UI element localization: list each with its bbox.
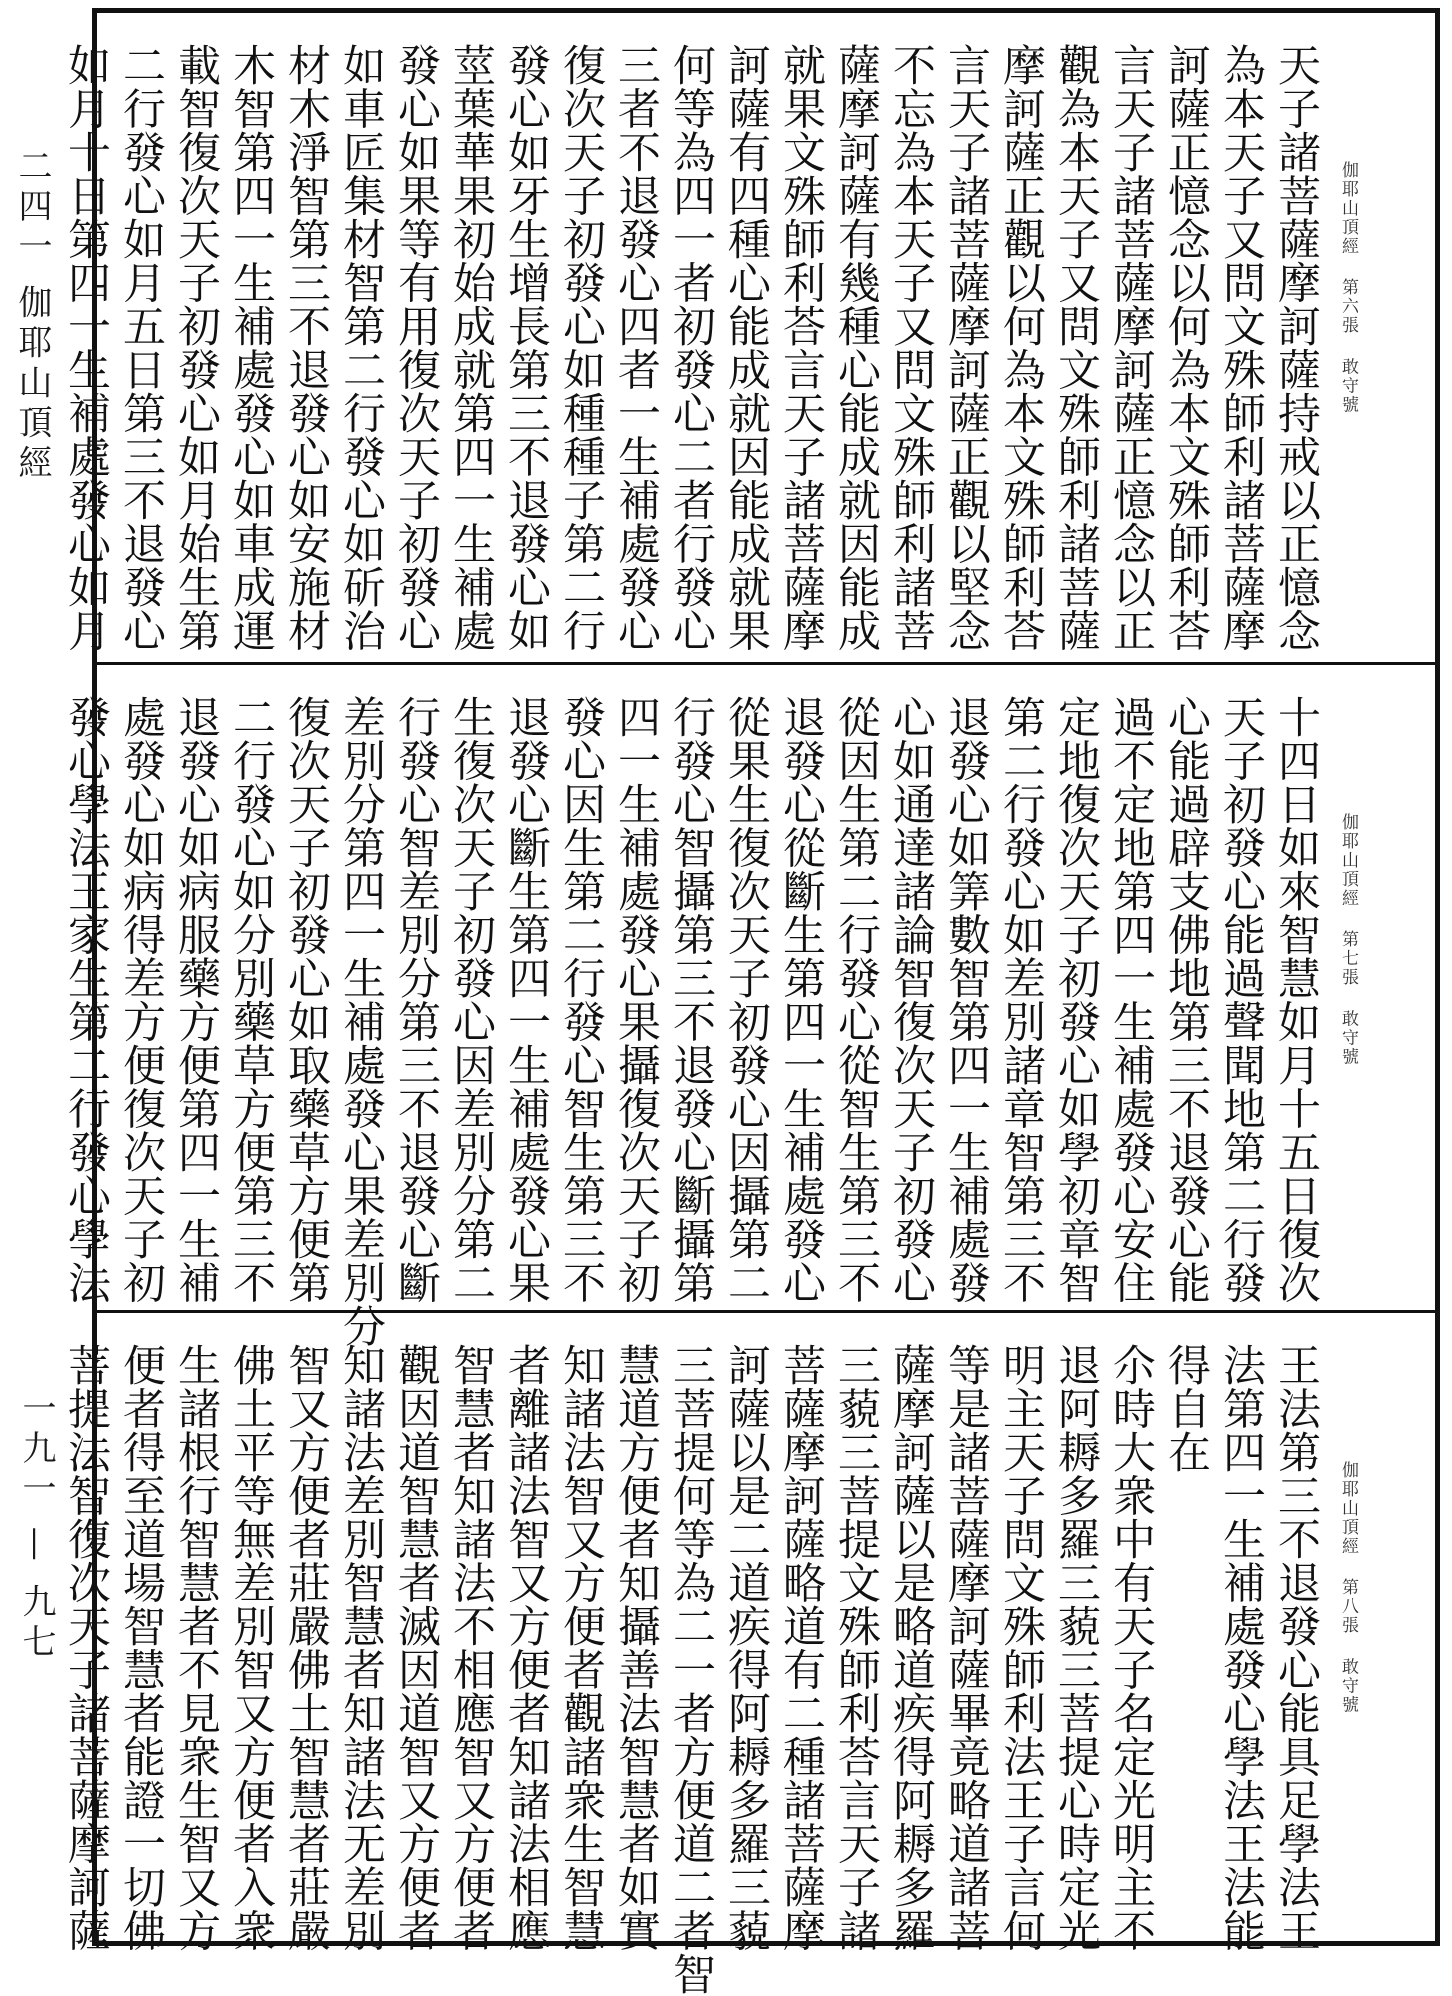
text-column: 三者不退發心四者一生補處發心 (611, 43, 661, 652)
text-column: 過不定地第四一生補處發心安住 (1106, 695, 1156, 1304)
text-column: 莖葉華果初始成就第四一生補處 (446, 43, 496, 652)
text-column: 行發心智攝第三不退發心斷攝第 (666, 695, 716, 1304)
text-column: 四一生補處發心果攝復次天子初 (611, 695, 661, 1304)
text-column: 菩提法智復次天子諸菩薩摩訶薩 (61, 1343, 111, 1952)
text-column: 知諸法智又方便者觀諸衆生智慧 (556, 1343, 606, 1952)
text-column: 發心如果等有用復次天子初發心 (391, 43, 441, 652)
text-column: 為本天子又問文殊師利諸菩薩摩 (1216, 43, 1266, 652)
text-column: 發心如牙生增長第三不退發心如 (501, 43, 551, 652)
text-column: 菩薩摩訶薩略道有二種諸菩薩摩 (776, 1343, 826, 1952)
block-marginal-note: 伽耶山頂經 第七張 敢守號 (1338, 813, 1358, 1067)
text-column: 何等為四一者初發心二者行發心 (666, 43, 716, 652)
text-column: 行發心智差別分第三不退發心斷 (391, 695, 441, 1304)
text-column: 從果生復次天子初發心因攝第二 (721, 695, 771, 1304)
text-column: 復次天子初發心如種種子第二行 (556, 43, 606, 652)
text-panel-2 (61, 665, 1435, 1348)
text-column: 從因生第二行發心從智生第三不 (831, 695, 881, 1304)
text-column: 十四日如來智慧如月十五日復次 (1271, 695, 1321, 1304)
text-column: 摩訶薩正觀以何為本文殊師利荅 (996, 43, 1046, 652)
text-column: 生復次天子初發心因差別分第二 (446, 695, 496, 1304)
block-marginal-note: 伽耶山頂經 第八張 敢守號 (1338, 1461, 1358, 1715)
text-column: 退發心如病服藥方便第四一生補 (171, 695, 221, 1304)
text-column: 言天子諸菩薩摩訶薩正觀以堅念 (941, 43, 991, 652)
text-column: 佛土平等無差別智又方便者入衆 (226, 1343, 276, 1952)
text-column: 便者得至道場智慧者能證一切佛 (116, 1343, 166, 1952)
sutra-text-block (58, 43, 1323, 652)
text-column: 天子初發心能過聲聞地第二行發 (1216, 695, 1266, 1304)
text-column: 載智復次天子初發心如月始生第 (171, 43, 221, 652)
text-column: 就果文殊師利荅言天子諸菩薩摩 (776, 43, 826, 652)
text-column: 發心學法王家生第二行發心學法 (61, 695, 111, 1304)
text-column: 知諸法差別智慧者知諸法无差別 (336, 1343, 386, 1952)
text-panel-1 (61, 13, 1435, 665)
text-panel-3 (61, 1313, 1435, 1996)
text-column: 尒時大衆中有天子名定光明主不 (1106, 1343, 1156, 1952)
text-column: 者離諸法智又方便者知諸法相應 (501, 1343, 551, 1952)
text-column: 薩摩訶薩以是略道疾得阿耨多羅 (886, 1343, 936, 1952)
text-column: 言天子諸菩薩摩訶薩正憶念以正 (1106, 43, 1156, 652)
text-column: 得自在 (1161, 1343, 1211, 1474)
text-column: 心能過辟支佛地第三不退發心能 (1161, 695, 1211, 1304)
text-column: 不忘為本天子又問文殊師利諸菩 (886, 43, 936, 652)
text-column: 訶薩以是二道疾得阿耨多羅三藐 (721, 1343, 771, 1952)
text-column: 發心因生第二行發心智生第三不 (556, 695, 606, 1304)
text-column: 如車匠集材智第二行發心如斫治 (336, 43, 386, 652)
text-column: 王法第三不退發心能具足學法王 (1271, 1343, 1321, 1952)
text-column: 慧道方便者知攝善法智慧者如實 (611, 1343, 661, 1952)
text-column: 二行發心如分別藥草方便第三不 (226, 695, 276, 1304)
text-column: 法第四一生補處發心學法王法能 (1216, 1343, 1266, 1952)
sutra-text-block (58, 695, 1323, 1348)
text-column: 訶薩有四種心能成就因能成就果 (721, 43, 771, 652)
text-column: 智又方便者莊嚴佛土智慧者莊嚴 (281, 1343, 331, 1952)
text-column: 二行發心如月五日第三不退發心 (116, 43, 166, 652)
page-frame (61, 8, 1440, 1996)
text-column: 退發心從斷生第四一生補處發心 (776, 695, 826, 1304)
text-column: 木智第四一生補處發心如車成運 (226, 43, 276, 652)
block-marginal-note: 伽耶山頂經 第六張 敢守號 (1338, 161, 1358, 415)
text-column: 觀為本天子又問文殊師利諸菩薩 (1051, 43, 1101, 652)
text-column: 材木淨智第三不退發心如安施材 (281, 43, 331, 652)
text-column: 退阿耨多羅三藐三菩提心時定光 (1051, 1343, 1101, 1952)
text-column: 復次天子初發心如取藥草方便第 (281, 695, 331, 1304)
text-column: 三菩提何等為二一者方便道二者智 (666, 1343, 716, 1996)
text-column: 等是諸菩薩摩訶薩畢竟略道諸菩 (941, 1343, 991, 1952)
text-column: 心如通達諸論智復次天子初發心 (886, 695, 936, 1304)
text-column: 退發心斷生第四一生補處發心果 (501, 695, 551, 1304)
text-column: 定地復次天子初發心如學初章智 (1051, 695, 1101, 1304)
sutra-text-block (58, 1343, 1323, 1996)
text-column: 退發心如筭數智第四一生補處發 (941, 695, 991, 1304)
margin-page-number: 一九一 — 九七 (16, 1390, 56, 1664)
text-column: 差別分第四一生補處發心果差別分 (336, 695, 386, 1348)
text-column: 明主天子問文殊師利法王子言何 (996, 1343, 1046, 1952)
text-column: 天子諸菩薩摩訶薩持戒以正憶念 (1271, 43, 1321, 652)
text-column: 智慧者知諸法不相應智又方便者 (446, 1343, 496, 1952)
text-column: 訶薩正憶念以何為本文殊師利荅 (1161, 43, 1211, 652)
text-column: 如月十日第四一生補處發心如月 (61, 43, 111, 652)
text-column: 三藐三菩提文殊師利荅言天子諸 (831, 1343, 881, 1952)
text-column: 觀因道智慧者滅因道智又方便者 (391, 1343, 441, 1952)
text-column: 生諸根行智慧者不見衆生智又方 (171, 1343, 221, 1952)
text-column: 薩摩訶薩有幾種心能成就因能成 (831, 43, 881, 652)
text-column: 第二行發心如差別諸章智第三不 (996, 695, 1046, 1304)
margin-sutra-title: 二四一 伽耶山頂經 (12, 148, 52, 485)
text-column: 處發心如病得差方便復次天子初 (116, 695, 166, 1304)
